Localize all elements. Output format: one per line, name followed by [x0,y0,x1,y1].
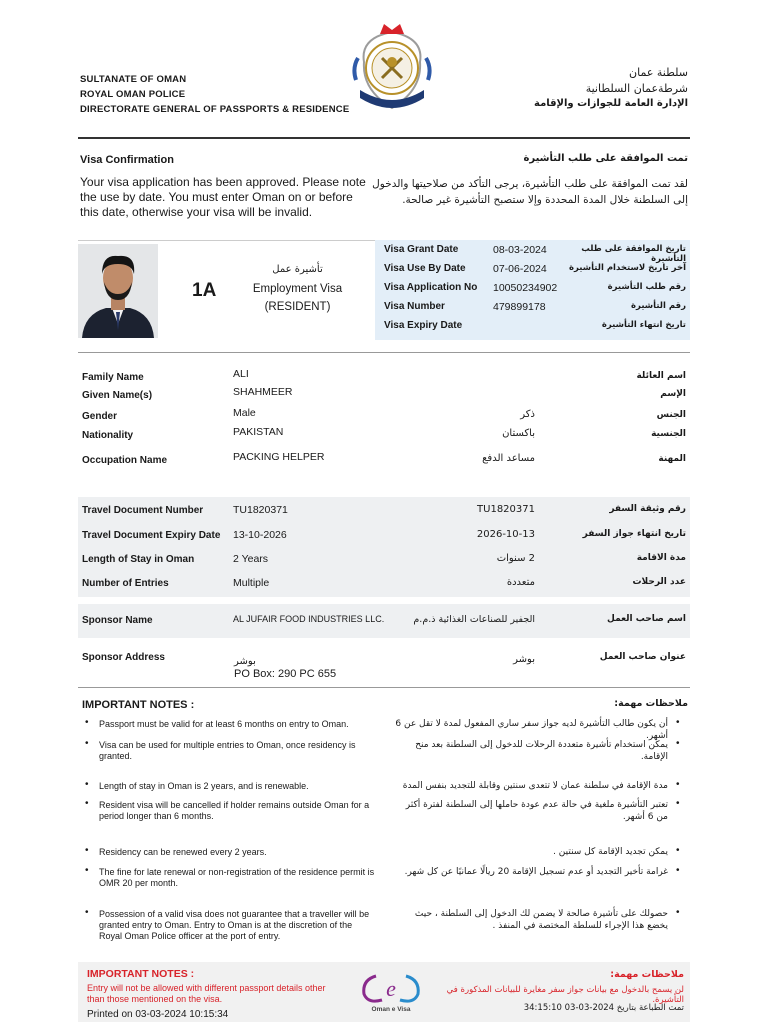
visa-code: 1A [192,280,217,301]
visa-field-label-ar: رقم طلب التأشيرة [607,282,686,292]
visa-field-label-ar: رقم التأشيرة [631,301,686,311]
travel-label: Length of Stay in Oman [82,554,195,565]
footer-title-ar: ملاحظات مهمة: [610,969,684,980]
note-bullet: • [85,907,89,918]
visa-field-label-ar: آخر تاريخ لاستخدام التأشيرة [568,263,686,273]
note-bullet: • [85,845,89,856]
note-text: Resident visa will be cancelled if holder remains outside Oman for a period longer than 6 months. [99,800,370,821]
logo-text: Oman e Visa [371,1006,411,1013]
sponsor-name-label: Sponsor Name [82,615,153,626]
note-text-ar: يمكن استخدام تأشيرة متعددة الرحلات للدخول إلى السلطنة بعد منح الإقامة. [415,740,668,762]
note-bullet-ar: • [676,717,680,728]
confirmation-text: Your visa application has been approved. Please note the use by date. You must enter Oman on or before this date, otherwise your visa will be invalid. [80,175,366,219]
sponsor-address-value-ar: بوشر [513,654,535,665]
header-ar-1: سلطنة عمان [629,66,688,79]
sponsor-name-value: AL JUFAIR FOOD INDUSTRIES LLC. [233,614,385,624]
header-ar-2: شرطةعمان السلطانية [585,82,688,95]
travel-label: Travel Document Expiry Date [82,530,221,541]
footer-printed-ar: تمت الطباعة بتاريخ 2024-03-03 34:15:10 [523,1003,684,1013]
note-text: The fine for late renewal or non-registration of the residence permit is OMR 20 per month. [99,867,375,888]
personal-label: Nationality [82,430,134,441]
travel-label-ar: تاريخ انتهاء جواز السفر [582,529,686,539]
note-text-ar: يمكن تجديد الإقامة كل سنتين . [553,847,668,857]
header-en-3: DIRECTORATE GENERAL OF PASSPORTS & RESIDENCE [80,104,350,115]
note-bullet-ar: • [676,798,680,809]
personal-value: ALI [233,368,249,380]
sponsor-address-label: Sponsor Address [82,652,165,663]
note-bullet-ar: • [676,738,680,749]
personal-value-ar: باكستان [502,428,535,439]
confirmation-title: Visa Confirmation [80,154,174,166]
notes-title: IMPORTANT NOTES : [82,699,195,711]
personal-label-ar: اسم العائلة [636,371,686,381]
travel-value-ar: 2 سنوات [496,553,535,564]
footer-title: IMPORTANT NOTES : [87,968,195,980]
notes-title-ar: ملاحظات مهمة: [614,698,688,709]
confirmation-text-ar-2: إلى السلطنة خلال المدة المحددة وإلا ستصبح التأشيرة غير صالحة. [402,194,688,206]
visa-field-value: 479899178 [493,301,546,313]
travel-label-ar: عدد الرحلات [632,577,686,587]
note-text: Passport must be valid for at least 6 months on entry to Oman. [99,719,349,729]
visa-type: Employment Visa [252,283,343,295]
personal-label-ar: المهنة [658,454,686,464]
visa-subtype: (RESIDENT) [264,301,331,313]
visa-field-label: Visa Expiry Date [384,320,463,331]
note-bullet-ar: • [676,865,680,876]
note-bullet: • [85,865,89,876]
travel-label-ar: مدة الاقامة [636,553,686,563]
personal-value: SHAHMEER [233,386,293,398]
header-en-2: ROYAL OMAN POLICE [80,89,186,100]
visa-divider [78,352,690,353]
visa-field-label-ar: تاريخ الموافقة على طلب التأشيرة [581,244,686,264]
travel-value: Multiple [233,577,270,589]
note-text-ar: تعتبر التأشيرة ملغية في حالة عدم عودة حاملها إلى السلطنة لفترة أكثر من 6 أشهر. [405,800,668,822]
travel-value: TU1820371 [233,504,288,516]
note-bullet: • [85,779,89,790]
note-text-ar: غرامة تأخير التجديد أو عدم تسجيل الإقامة 20 ريالًا عمانيًا عن كل شهر. [404,867,668,877]
applicant-photo [78,244,158,338]
header-en-1: SULTANATE OF OMAN [80,74,187,85]
note-text: Length of stay in Oman is 2 years, and is renewable. [99,781,309,791]
personal-value: PAKISTAN [233,426,284,438]
logo-letter: e [386,976,396,1001]
note-bullet: • [85,717,89,728]
sponsor-name-label-ar: اسم صاحب العمل [607,614,686,624]
visa-field-label: Visa Number [384,301,445,312]
note-text-ar: أن يكون طالب التأشيرة لديه جواز سفر ساري المفعول لمدة لا تقل عن 6 أشهر. [395,719,668,741]
travel-label: Travel Document Number [82,505,204,516]
personal-value: Male [233,407,256,419]
confirmation-title-ar: تمت الموافقة على طلب التأشيرة [523,153,688,164]
sponsor-address-po: PO Box: 290 PC 655 [234,668,337,680]
travel-value-ar: متعددة [506,577,535,588]
footer-text-ar: لن يسمح بالدخول مع بيانات جواز سفر مغايرة للبيانات المذكورة في التأشيرة. [446,985,684,1005]
note-bullet-ar: • [676,845,680,856]
note-text: Visa can be used for multiple entries to Oman, once residency is granted. [99,740,356,761]
notes-divider [78,687,690,688]
visa-field-label: Visa Use By Date [384,263,466,274]
visa-field-value: 08-03-2024 [493,244,547,256]
personal-value-ar: مساعد الدفع [482,453,535,464]
personal-label: Given Name(s) [82,390,153,401]
personal-label-ar: الجنس [656,410,686,420]
travel-value-ar: 2026-10-13 [476,529,535,540]
visa-field-label: Visa Application No [384,282,478,293]
sponsor-name-value-ar: الجفير للصناعات الغذائية ذ.م.م [413,614,535,625]
personal-value: PACKING HELPER [233,451,325,463]
personal-label: Family Name [82,372,144,383]
travel-value: 2 Years [233,553,269,565]
footer-printed: Printed on 03-03-2024 10:15:34 [87,1009,229,1020]
visa-field-label: Visa Grant Date [384,244,459,255]
note-text-ar: مدة الإقامة في سلطنة عمان لا تتعدى سنتين وقابلة للتجديد بنفس المدة [402,781,668,791]
personal-label: Gender [82,411,118,422]
visa-field-value: 07-06-2024 [493,263,547,275]
personal-value-ar: ذكر [520,409,535,420]
travel-label: Number of Entries [82,578,169,589]
visa-type-ar: تأشيرة عمل [272,264,323,275]
note-bullet-ar: • [676,779,680,790]
visa-field-value: 10050234902 [493,282,558,294]
confirmation-text-ar-1: لقد تمت الموافقة على طلب التأشيرة، يرجى التأكد من صلاحيتها والدخول [372,178,688,190]
sponsor-address-ar-line: بوشر [234,656,256,667]
sponsor-address-label-ar: عنوان صاحب العمل [599,652,686,662]
footer-text: Entry will not be allowed with different passport details other than those mentioned on the visa. [87,983,326,1004]
personal-label-ar: الجنسية [651,429,686,439]
travel-value: 13-10-2026 [233,529,287,541]
travel-value-ar: TU1820371 [477,504,535,515]
travel-label-ar: رقم وثيقة السفر [609,504,686,514]
header-divider [78,137,690,139]
police-emblem [350,18,434,114]
note-text: Residency can be renewed every 2 years. [99,847,267,857]
note-bullet-ar: • [676,907,680,918]
personal-label-ar: الإسم [660,389,686,399]
note-bullet: • [85,798,89,809]
note-bullet: • [85,738,89,749]
note-text-ar: حصولك على تأشيرة صالحة لا يضمن لك الدخول إلى السلطنة ، حيث يخضع هذا الإجراء للسلطة المختصة في المنفذ . [414,909,668,931]
visa-field-label-ar: تاريخ انتهاء التأشيرة [601,320,686,330]
note-text: Possession of a valid visa does not guarantee that a traveller will be granted entry to Oman. Entry to Oman is at the discretion of the Royal Oman Police officer at the port of entry. [99,909,370,941]
header-ar-3: الإدارة العامة للجوازات والإقامة [534,98,688,109]
personal-label: Occupation Name [82,455,168,466]
